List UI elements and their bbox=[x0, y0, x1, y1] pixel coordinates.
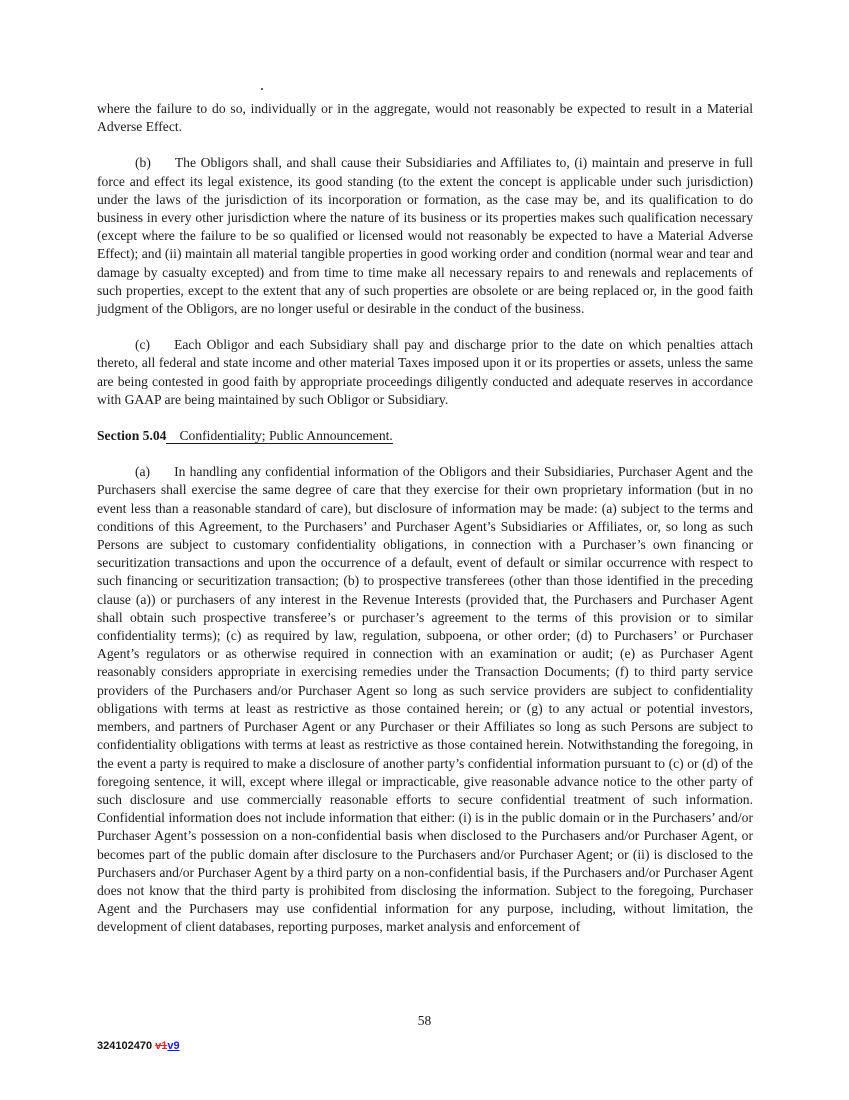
deleted-version: v1 bbox=[155, 1040, 168, 1052]
document-stamp bbox=[97, 1040, 180, 1052]
section-title: Confidentiality; Public Announcement. bbox=[179, 428, 393, 444]
section-heading bbox=[97, 427, 753, 445]
page-number: 58 bbox=[417, 1013, 432, 1028]
paragraph-continuation bbox=[97, 100, 753, 136]
paragraph-text: Each Obligor and each Subsidiary shall pay and discharge prior to the date on which penalties attach thereto, all federal and state income and other material Taxes imposed upon it or its properties or assets, unless the same are being contested in good faith by appropriate proceedings diligently conducted and adequate reserves in accordance with GAAP are being maintained by such Obligor or Subsidiary. bbox=[97, 337, 753, 407]
paragraph-text: where the failure to do so, individually or in the aggregate, would not reasonably be expected to result in a Material Adverse Effect. bbox=[97, 101, 753, 135]
document-body bbox=[97, 100, 753, 937]
paragraph-b bbox=[97, 154, 753, 318]
section-title-underlined bbox=[166, 428, 392, 444]
paragraph-marker: (c) bbox=[135, 337, 151, 353]
paragraph-c bbox=[97, 336, 753, 409]
scan-artifact-dot bbox=[261, 88, 263, 90]
section-number: Section 5.04 bbox=[97, 428, 167, 444]
paragraph-marker: (a) bbox=[135, 464, 151, 480]
paragraph-text: In handling any confidential information of the Obligors and their Subsidiaries, Purchaser Agent and the Purchasers shall exercise the same degree of care that they exercise for their own proprietary information (but in no event less than a reasonable standard of care), but disclosure of information may be made: (a) subject to the terms and conditions of this Agreement, to the Purchasers’ and Purchaser Agent’s Subsidiaries or Affiliates, or, so long as such Persons are subject to customary confidentiality obligations, in connection with a Purchaser’s own financing or securitization transactions and upon the occurrence of a default, event of default or similar occurrence with respect to such financing or securitization transaction; (b) to prospective transferees (other than those identified in the preceding clause (a)) or purchasers of any interest in the Revenue Interests (provided that, the Purchasers and Purchaser Agent shall obtain such prospective transferee’s or purchaser’s agreement to the terms of this provision or to similar confidentiality terms); (c) as required by law, regulation, subpoena, or other order; (d) to Purchasers’ or Purchaser Agent’s regulators or as otherwise required in connection with an examination or audit; (e) as Purchaser Agent reasonably considers appropriate in exercising remedies under the Transaction Documents; (f) to third party service providers of the Purchasers and/or Purchaser Agent so long as such service providers are subject to confidentiality obligations with terms at least as restrictive as those contained herein; or (g) to any actual or potential investors, members, and partners of Purchaser Agent or any Purchaser or their Affiliates so long as such Persons are subject to confidentiality obligations with terms at least as restrictive as those contained herein. Notwithstanding the foregoing, in the event a party is required to make a disclosure of another party’s confidential information pursuant to (c) or (d) of the foregoing sentence, it will, except where illegal or impracticable, give reasonable advance notice to the other party of such disclosure and use commercially reasonable efforts to secure confidential treatment of such information. Confidential information does not include information that either: (i) is in the public domain or in the Purchasers’ and/or Purchaser Agent’s possession on a non-confidential basis when disclosed to the Purchasers and/or Purchaser Agent, or becomes part of the public domain after disclosure to the Purchasers and/or Purchaser Agent; or (ii) is disclosed to the Purchasers and/or Purchaser Agent by a third party on a non-confidential basis, if the Purchasers and/or Purchaser Agent does not know that the third party is prohibited from disclosing the information. Subject to the foregoing, Purchaser Agent and the Purchasers may use confidential information for any purpose, including, without limitation, the development of client databases, reporting purposes, market analysis and enforcement of bbox=[97, 464, 753, 935]
inserted-version: v9 bbox=[167, 1040, 180, 1052]
paragraph-a bbox=[97, 463, 753, 936]
document-id: 324102470 bbox=[97, 1040, 153, 1052]
paragraph-marker: (b) bbox=[135, 155, 151, 171]
paragraph-text: The Obligors shall, and shall cause their Subsidiaries and Affiliates to, (i) maintain and preserve in full force and effect its legal existence, its good standing (to the extent the concept is applicable under such jurisdiction) under the laws of the jurisdiction of its incorporation or formation, as the case may be, and its qualification to do business in every other jurisdiction where the nature of its business or its properties makes such qualification necessary (except where the failure to be so qualified or licensed would not reasonably be expected to have a Material Adverse Effect); and (ii) maintain all material tangible properties in good working order and condition (normal wear and tear and damage by casualty excepted) and from time to time make all necessary repairs to and renewals and replacements of such properties, except to the extent that any of such properties are obsolete or are being replaced or, in the good faith judgment of the Obligors, are no longer useful or desirable in the conduct of the business. bbox=[97, 155, 753, 317]
